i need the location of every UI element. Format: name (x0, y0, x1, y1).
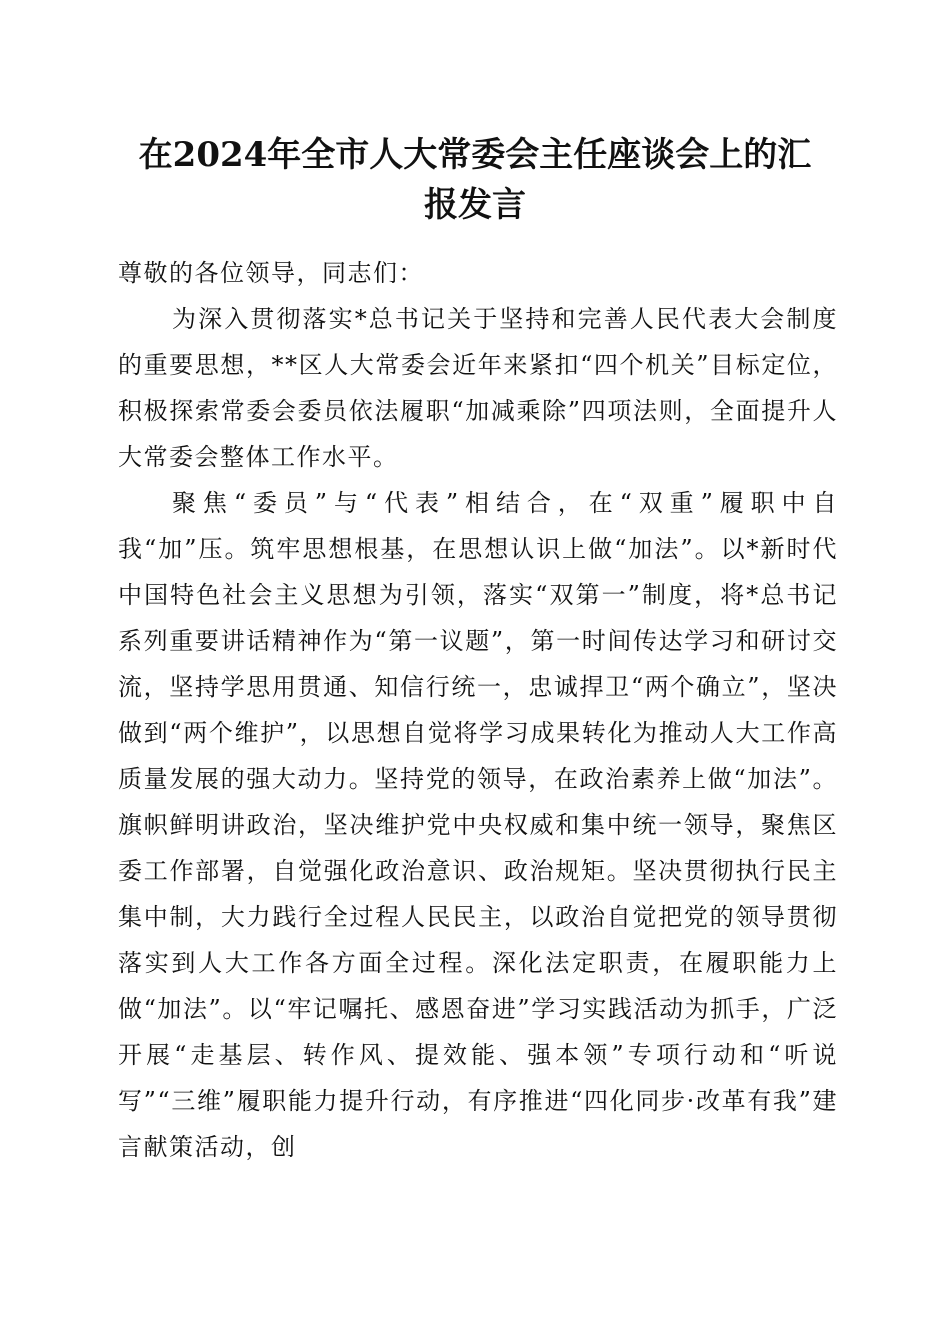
salutation: 尊敬的各位领导，同志们： (118, 259, 424, 287)
document-title: 在2024年全市人大常委会主任座谈会上的汇 报发言 (138, 135, 812, 225)
paragraph-2: 聚焦“委员”与“代表”相结合，在“双重”履职中自我“加”压。筑牢思想根基，在思想认识上做“加法”。以*新时代中国特色社会主义思想为引领，落实“双第一”制度，将*总书记系列重要讲话精神作为“第一议题”，第一时间传达学习和研讨交流，坚持学思用贯通、知信行统一，忠诚捍卫“两个确立”，坚决做到“两个维护”，以思想自觉将学习成果转化为推动人大工作高质量发展的强大动力。坚持党的领导，在政治素养上做“加法”。旗帜鲜明讲政治，坚决维护党中央权威和集中统一领导，聚焦区委工作部署，自觉强化政治意识、政治规矩。坚决贯彻执行民主集中制，大力践行全过程人民民主，以政治自觉把党的领导贯彻落实到人大工作各方面全过程。深化法定职责，在履职能力上做“加法”。以“牢记嘱托、感恩奋进”学习实践活动为抓手，广泛开展“走基层、转作风、提效能、强本领”专项行动和“听说写”“三维”履职能力提升行动，有序推进“四化同步·改革有我”建言献策活动，创 (118, 489, 838, 1161)
document-body (118, 250, 838, 1170)
paragraph-1: 为深入贯彻落实*总书记关于坚持和完善人民代表大会制度的重要思想，**区人大常委会近年来紧扣“四个机关”目标定位，积极探索常委会委员依法履职“加减乘除”四项法则，全面提升人大常委会整体工作水平。 (118, 305, 838, 471)
